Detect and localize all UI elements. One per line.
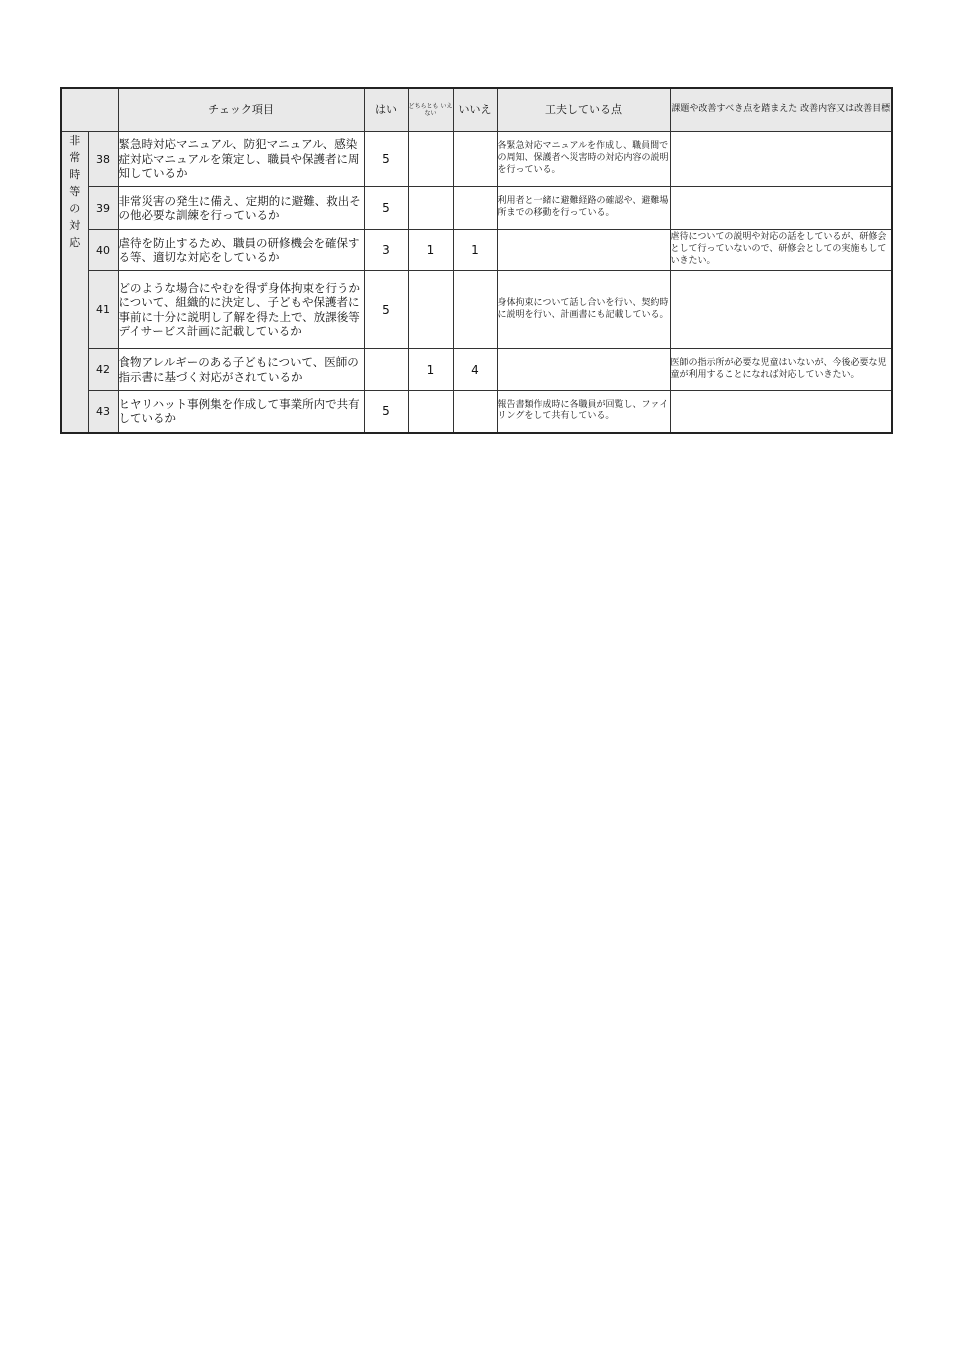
table-row	[61, 391, 892, 433]
check-item-text: 緊急時対応マニュアル、防犯マニュアル、感染症対応マニュアルを策定し、職員や保護者に周知しているか	[118, 132, 364, 187]
check-item-text: ヒヤリハット事例集を作成して事業所内で共有しているか	[118, 391, 364, 433]
effort-text	[497, 230, 670, 271]
issues-text	[670, 271, 892, 349]
no-count: 1	[453, 230, 497, 271]
no-count	[453, 271, 497, 349]
neither-count: 1	[408, 349, 453, 391]
effort-text: 各緊急対応マニュアルを作成し、職員間での周知、保護者へ災害時の対応内容の説明を行っている。	[497, 132, 670, 187]
header-check-item: チェック項目	[118, 88, 364, 132]
header-neither: どちらとも いえない	[408, 88, 453, 132]
header-no: いいえ	[453, 88, 497, 132]
row-number: 40	[88, 230, 118, 271]
effort-text: 利用者と一緒に避難経路の確認や、避難場所までの移動を行っている。	[497, 187, 670, 230]
check-item-text: 食物アレルギーのある子どもについて、医師の指示書に基づく対応がされているか	[118, 349, 364, 391]
table-row	[61, 271, 892, 349]
effort-text	[497, 349, 670, 391]
header-yes: はい	[364, 88, 408, 132]
yes-count: 5	[364, 132, 408, 187]
yes-count: 3	[364, 230, 408, 271]
row-number: 39	[88, 187, 118, 230]
row-number: 43	[88, 391, 118, 433]
effort-text: 身体拘束について話し合いを行い、契約時に説明を行い、計画書にも記載している。	[497, 271, 670, 349]
header-blank	[61, 88, 118, 132]
row-number: 42	[88, 349, 118, 391]
neither-count	[408, 271, 453, 349]
issues-text	[670, 391, 892, 433]
neither-count	[408, 391, 453, 433]
neither-count	[408, 187, 453, 230]
no-count: 4	[453, 349, 497, 391]
issues-text	[670, 132, 892, 187]
no-count	[453, 132, 497, 187]
table-row	[61, 132, 892, 187]
yes-count: 5	[364, 271, 408, 349]
header-effort: 工夫している点	[497, 88, 670, 132]
issues-text: 医師の指示所が必要な児童はいないが、今後必要な児童が利用することになれば対応していきたい。	[670, 349, 892, 391]
yes-count	[364, 349, 408, 391]
issues-text: 虐待についての説明や対応の話をしているが、研修会として行っていないので、研修会としての実施もしていきたい。	[670, 230, 892, 271]
table-row	[61, 230, 892, 271]
yes-count: 5	[364, 187, 408, 230]
no-count	[453, 187, 497, 230]
table-row	[61, 349, 892, 391]
table-row	[61, 187, 892, 230]
row-number: 38	[88, 132, 118, 187]
neither-count	[408, 132, 453, 187]
effort-text: 報告書類作成時に各職員が回覧し、ファイリングをして共有している。	[497, 391, 670, 433]
check-item-text: 虐待を防止するため、職員の研修機会を確保する等、適切な対応をしているか	[118, 230, 364, 271]
header-issues: 課題や改善すべき点を踏まえた 改善内容又は改善目標	[670, 88, 892, 132]
check-item-text: どのような場合にやむを得ず身体拘束を行うかについて、組織的に決定し、子どもや保護者に事前に十分に説明し了解を得た上で、放課後等デイサービス計画に記載しているか	[118, 271, 364, 349]
header-row	[61, 88, 892, 132]
neither-count: 1	[408, 230, 453, 271]
evaluation-table	[60, 87, 893, 434]
row-number: 41	[88, 271, 118, 349]
yes-count: 5	[364, 391, 408, 433]
check-item-text: 非常災害の発生に備え、定期的に避難、救出その他必要な訓練を行っているか	[118, 187, 364, 230]
category-label: 非 常 時 等 の 対 応	[61, 132, 88, 433]
no-count	[453, 391, 497, 433]
issues-text	[670, 187, 892, 230]
